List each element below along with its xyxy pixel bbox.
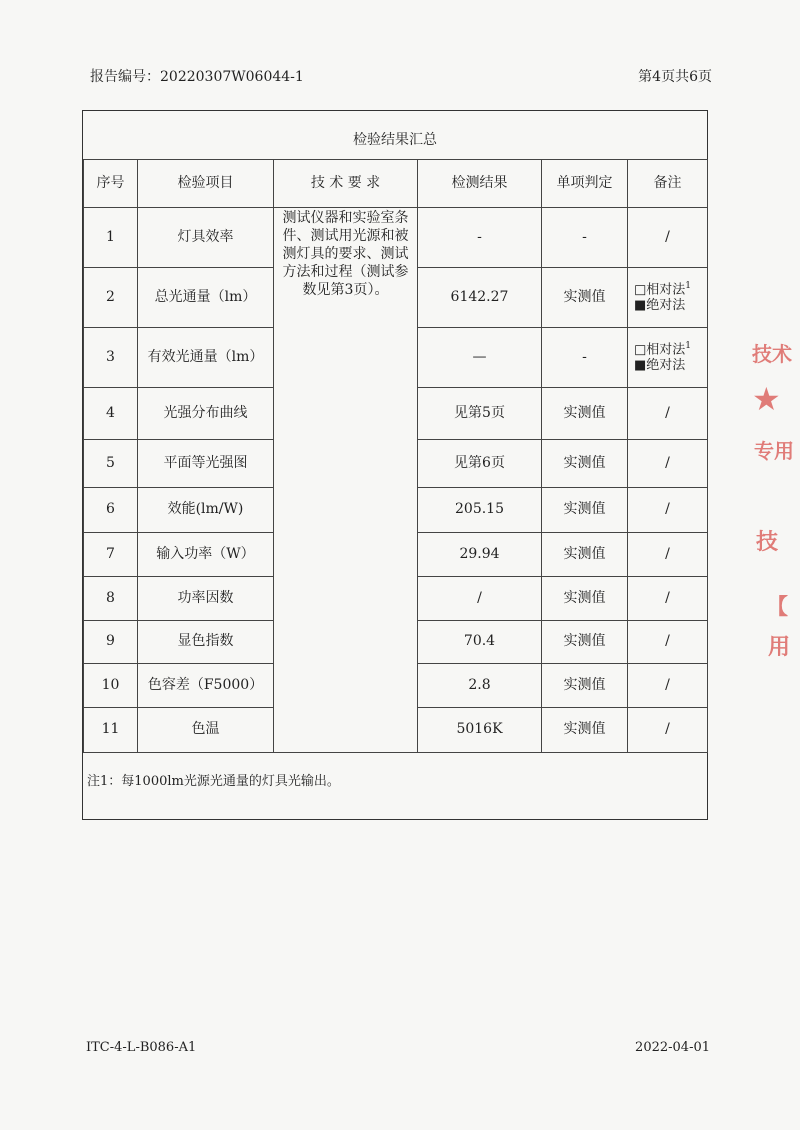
row-item: 功率因数	[138, 577, 274, 621]
row-judgement: 实测值	[542, 708, 628, 753]
document-code: ITC-4-L-B086-A1	[86, 1040, 197, 1055]
relative-method-option: □相对法$^1$	[634, 280, 692, 297]
row-remark: /	[628, 577, 708, 621]
row-result: /	[418, 577, 542, 621]
row-judgement: 实测值	[542, 268, 628, 328]
seal-fragment: 用	[768, 635, 791, 660]
table-row	[84, 208, 708, 268]
row-result: 见第6页	[418, 440, 542, 488]
results-table	[83, 159, 708, 753]
table-header-row	[84, 160, 708, 208]
row-remark: /	[628, 440, 708, 488]
seal-star-icon: ★	[752, 380, 781, 418]
row-remark	[628, 268, 708, 328]
row-item: 灯具效率	[138, 208, 274, 268]
row-no: 4	[84, 388, 138, 440]
seal-fragment: 技术	[752, 342, 792, 366]
row-item: 总光通量（lm）	[138, 268, 274, 328]
row-item: 效能(lm/W)	[138, 488, 274, 533]
row-item: 色容差（F5000）	[138, 664, 274, 708]
row-item: 光强分布曲线	[138, 388, 274, 440]
row-remark: /	[628, 533, 708, 577]
row-item: 有效光通量（lm）	[138, 328, 274, 388]
row-judgement: 实测值	[542, 664, 628, 708]
col-header-result: 检测结果	[418, 160, 542, 208]
row-no: 2	[84, 268, 138, 328]
page-indicator: 第4页共6页	[638, 69, 712, 85]
technical-requirement: 测试仪器和实验室条件、测试用光源和被测灯具的要求、测试方法和过程（测试参数见第3页）。	[274, 208, 418, 753]
row-result: 6142.27	[418, 268, 542, 328]
row-judgement: 实测值	[542, 533, 628, 577]
row-no: 7	[84, 533, 138, 577]
row-judgement: 实测值	[542, 388, 628, 440]
row-no: 6	[84, 488, 138, 533]
row-remark	[628, 328, 708, 388]
col-header-no: 序号	[84, 160, 138, 208]
row-item: 输入功率（W）	[138, 533, 274, 577]
results-summary-frame	[82, 110, 708, 820]
row-remark: /	[628, 621, 708, 664]
row-no: 3	[84, 328, 138, 388]
row-no: 11	[84, 708, 138, 753]
seal-fragment: 专用	[754, 439, 794, 463]
col-header-requirement: 技 术 要 求	[274, 160, 418, 208]
seal-fragment: 技	[756, 530, 779, 555]
row-no: 8	[84, 577, 138, 621]
col-header-remark: 备注	[628, 160, 708, 208]
col-header-item: 检验项目	[138, 160, 274, 208]
issue-date: 2022-04-01	[635, 1040, 710, 1055]
row-remark: /	[628, 388, 708, 440]
row-item: 平面等光强图	[138, 440, 274, 488]
row-result: 205.15	[418, 488, 542, 533]
row-no: 10	[84, 664, 138, 708]
col-header-judgement: 单项判定	[542, 160, 628, 208]
row-result: 见第5页	[418, 388, 542, 440]
row-remark: /	[628, 708, 708, 753]
row-no: 9	[84, 621, 138, 664]
table-title: 检验结果汇总	[353, 132, 437, 148]
relative-method-option: □相对法$^1$	[634, 340, 692, 357]
absolute-method-option: ■绝对法	[634, 298, 686, 314]
row-no: 5	[84, 440, 138, 488]
row-remark: /	[628, 664, 708, 708]
row-item: 显色指数	[138, 621, 274, 664]
row-judgement: -	[542, 208, 628, 268]
footnote: 注1：每1000lm光源光通量的灯具光输出。	[87, 774, 340, 789]
row-result: 70.4	[418, 621, 542, 664]
row-remark: /	[628, 208, 708, 268]
row-item: 色温	[138, 708, 274, 753]
row-result: -	[418, 208, 542, 268]
row-remark: /	[628, 488, 708, 533]
seal-fragment: 【	[766, 595, 789, 620]
row-judgement: 实测值	[542, 488, 628, 533]
row-judgement: 实测值	[542, 621, 628, 664]
row-judgement: 实测值	[542, 577, 628, 621]
row-no: 1	[84, 208, 138, 268]
row-judgement: 实测值	[542, 440, 628, 488]
row-judgement: -	[542, 328, 628, 388]
row-result: 2.8	[418, 664, 542, 708]
report-number: 报告编号：20220307W06044-1	[90, 69, 304, 85]
row-result: 5016K	[418, 708, 542, 753]
row-result: 29.94	[418, 533, 542, 577]
absolute-method-option: ■绝对法	[634, 358, 686, 374]
row-result: —	[418, 328, 542, 388]
